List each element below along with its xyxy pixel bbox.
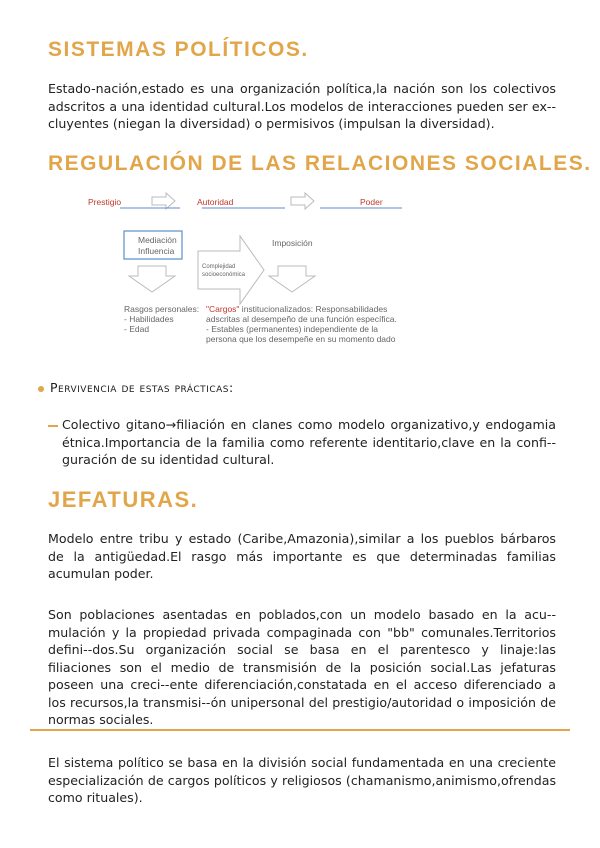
- diagram-label-mediacion: Mediación: [138, 235, 177, 245]
- diagram-rasgos-item: - Edad: [124, 324, 150, 334]
- regulation-diagram: [80, 188, 420, 350]
- diagram-rasgos-item: - Habilidades: [124, 314, 174, 324]
- section-title-sistemas-politicos: SISTEMAS POLÍTICOS.: [48, 38, 309, 61]
- diagram-cargos-line: persona que los desempeñe en su momento dado: [206, 334, 396, 344]
- section-title-regulacion: REGULACIÓN DE LAS RELACIONES SOCIALES.: [48, 152, 592, 175]
- diagram-label-prestigio: Prestigio: [88, 197, 122, 207]
- diagram-label-influencia: Influencia: [138, 246, 175, 256]
- section-divider: [30, 729, 570, 731]
- bullet-pervivencia: Pervivencia de estas prácticas:: [50, 380, 234, 395]
- cargos-quote: "Cargos": [206, 304, 240, 314]
- section-title-jefaturas: JEFATURAS.: [48, 487, 199, 512]
- bullet-dot: [38, 386, 44, 392]
- paragraph-estado-nacion: Estado-nación,estado es una organización política,la nación son los colectivos adscritos a una identidad cultural.Los modelos de interacciones pueden ser ex--cluyentes (niegan la diversidad) o permisivos (impulsan la diversidad).: [48, 81, 556, 131]
- cargos-rest: institucionalizados: Responsabilidades: [239, 304, 388, 314]
- paragraph-sistema-politico: El sistema político se basa en la división social fundamentada en una creciente especialización de cargos políticos y religiosos (chamanismo,animismo,ofrendas como rituales).: [48, 755, 556, 805]
- arrow-right-icon: [291, 193, 314, 209]
- diagram-label-autoridad: Autoridad: [197, 197, 234, 207]
- diagram-cargos-line: [206, 304, 387, 314]
- arrow-down-icon: [129, 266, 175, 292]
- diagram-cargos-line: - Estables (permanentes) independiente de la: [206, 324, 378, 334]
- paragraph-modelo-tribu: Modelo entre tribu y estado (Caribe,Amazonia),similar a los pueblos bárbaros de la antigüedad.El rasgo más importante es que determinadas familias acumulan poder.: [48, 531, 556, 581]
- diagram-label-complejidad: Complejidad: [202, 264, 236, 270]
- paragraph-colectivo-gitano: Colectivo gitano→filiación en clanes como modelo organizativo,y endogamia étnica.Importancia de la familia como referente identitario,clave en la confi--guración de su identidad cultural.: [62, 417, 556, 467]
- diagram-cargos-line: adscritas al desempeño de una función específica.: [206, 314, 397, 324]
- dash-marker: [48, 425, 58, 427]
- arrow-right-icon: [152, 193, 175, 209]
- diagram-label-socioeconomica: socioeconómica: [202, 272, 246, 278]
- diagram-rasgos-title: Rasgos personales:: [124, 304, 200, 314]
- diagram-label-imposicion: Imposición: [272, 238, 313, 248]
- big-arrow-right-icon: [198, 236, 264, 304]
- arrow-down-icon: [269, 266, 315, 292]
- paragraph-poblaciones: Son poblaciones asentadas en poblados,con un modelo basado en la acu--mulación y la propiedad privada compaginada con "bb" comunales.Territorios defini--dos.Su organización social se basa en el parentesco y linaje:las filiaciones son el medio de transmisión de la posición social.Las jefaturas poseen una creci--ente diferenciación,constatada en el acceso diferenciado a los recursos,la transmisi--ón unipersonal del prestigio/autoridad o imposición de normas sociales.: [48, 607, 556, 727]
- diagram-label-poder: Poder: [360, 197, 383, 207]
